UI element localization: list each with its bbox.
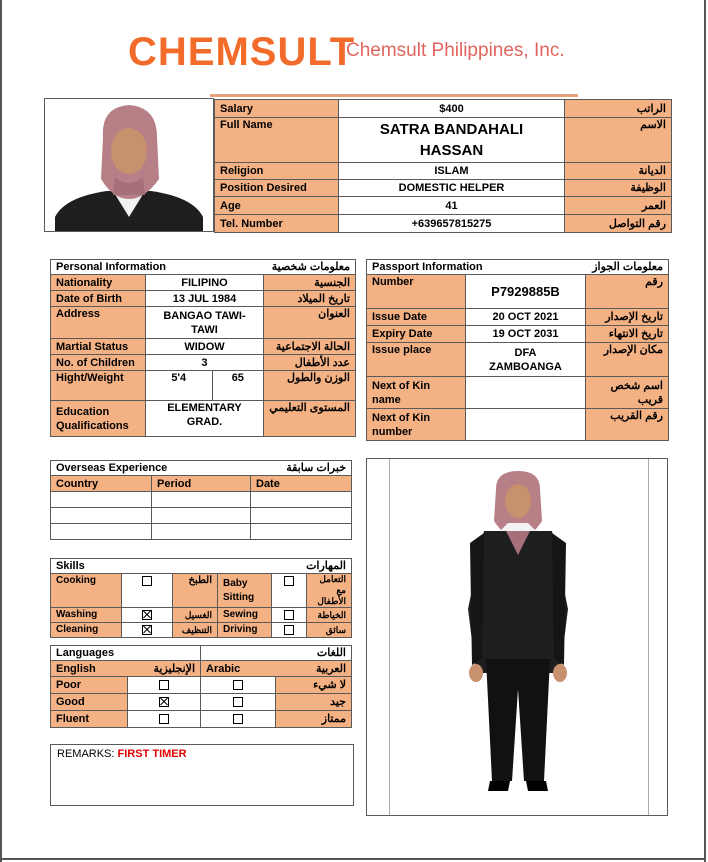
kin-number-label: [367, 409, 466, 441]
skill-driving-label: Driving: [218, 623, 272, 638]
dob-label: Date of Birth: [51, 291, 146, 307]
nationality-label: Nationality: [51, 275, 146, 291]
overseas-col-date: Date: [251, 476, 352, 492]
skills-table: [50, 558, 352, 638]
lang-poor-label: Poor: [51, 677, 128, 694]
passport-number-label: Number: [367, 275, 466, 309]
dob-value: 13 JUL 1984: [145, 291, 263, 307]
table-cell: [51, 508, 152, 524]
skill-cleaning-check: [122, 623, 173, 638]
fullname-line2: HASSAN: [419, 142, 484, 159]
overseas-title: Overseas Experience: [51, 461, 251, 476]
education-label-line2: Qualifications: [56, 419, 129, 432]
skill-babysitting-check: [271, 574, 306, 608]
kin-name-value: [466, 377, 586, 409]
lang-poor-arabic-check: [201, 677, 276, 694]
passport-info-title: Passport Information: [367, 260, 586, 275]
passport-info-table: [366, 259, 669, 441]
salary-label-ar: الراتب: [565, 100, 672, 118]
skill-sewing-label-ar: الخياطة: [306, 608, 351, 623]
kin-name-label-ar-line1: اسم شخص: [610, 379, 663, 392]
marital-value: WIDOW: [145, 339, 263, 355]
table-cell: [251, 508, 352, 524]
skill-cleaning-label: Cleaning: [51, 623, 122, 638]
page-border-left: [0, 0, 2, 862]
religion-value: ISLAM: [339, 163, 565, 180]
checkbox-icon: [284, 610, 294, 620]
issue-place-value: [466, 343, 586, 377]
checkbox-icon: [142, 576, 152, 586]
lang-poor-label-ar: لا شيء: [275, 677, 352, 694]
kin-name-label-ar: [586, 377, 669, 409]
weight-value: 65: [212, 371, 264, 401]
address-line1: BANGAO TAWI-: [163, 309, 246, 322]
checkbox-icon: [159, 714, 169, 724]
address-value: [145, 307, 263, 339]
checkbox-icon: [233, 697, 243, 707]
skill-cooking-check: [122, 574, 173, 608]
checkbox-icon: [233, 680, 243, 690]
overseas-col-country: Country: [51, 476, 152, 492]
checkbox-icon: [284, 625, 294, 635]
age-label-ar: العمر: [565, 197, 672, 215]
kin-number-label-ar: رقم القريب: [586, 409, 669, 441]
skill-babysitting-label-ar: [306, 574, 351, 608]
overseas-col-period: Period: [152, 476, 251, 492]
lang-fluent-arabic-check: [201, 711, 276, 728]
salary-label: Salary: [215, 100, 339, 118]
skill-babysitting-line1: Baby: [223, 577, 248, 589]
issue-place-line1: DFA: [514, 346, 537, 359]
expiry-date-value: 19 OCT 2031: [466, 326, 586, 343]
table-cell: [51, 492, 152, 508]
skill-washing-label-ar: الغسيل: [173, 608, 218, 623]
lang-good-english-check: [127, 694, 201, 711]
full-body-portrait-icon: [390, 459, 646, 815]
remarks-box: [50, 744, 354, 806]
table-cell: [152, 508, 251, 524]
dob-label-ar: تاريخ الميلاد: [264, 291, 356, 307]
skill-driving-label-ar: سائق: [306, 623, 351, 638]
height-value: 5'4: [145, 371, 212, 401]
height-weight-label-ar: الوزن والطول: [264, 371, 356, 401]
checkbox-icon: [159, 680, 169, 690]
lang-good-label-ar: جيد: [275, 694, 352, 711]
checkbox-checked-icon: [159, 697, 169, 707]
overseas-experience-table: [50, 460, 352, 540]
remarks-label: REMARKS:: [57, 748, 115, 760]
page-border-bottom: [0, 858, 706, 860]
kin-number-label-line2: number: [372, 425, 413, 438]
fullname-label: Full Name: [215, 118, 339, 163]
height-weight-label: Hight/Weight: [51, 371, 146, 401]
table-cell: [251, 524, 352, 540]
address-line2: TAWI: [191, 323, 218, 336]
table-cell: [152, 492, 251, 508]
tel-label-ar: رقم التواصل: [565, 215, 672, 233]
page-border-right: [704, 0, 706, 862]
skill-babysitting-line2: Sitting: [223, 591, 255, 603]
skill-babysitting-ar-line1: التعامل مع: [319, 574, 346, 595]
fullname-line1: SATRA BANDAHALI: [379, 121, 524, 138]
issue-place-label: Issue place: [367, 343, 466, 377]
table-cell: [251, 492, 352, 508]
languages-title-ar: اللغات: [201, 646, 352, 661]
lang-good-arabic-check: [201, 694, 276, 711]
salary-value: $400: [339, 100, 565, 118]
kin-name-label-line1: Next of Kin: [372, 379, 431, 392]
lang-fluent-english-check: [127, 711, 201, 728]
company-name: Chemsult Philippines, Inc.: [346, 40, 565, 61]
address-label-ar: العنوان: [264, 307, 356, 339]
tel-value: +639657815275: [339, 215, 565, 233]
kin-name-label-ar-line2: قريب: [637, 393, 663, 406]
education-label-ar: المستوى التعليمي: [264, 401, 356, 437]
languages-title: Languages: [51, 646, 201, 661]
skills-title-ar: المهارات: [244, 559, 351, 574]
checkbox-icon: [284, 576, 294, 586]
company-logo: CHEMSULT: [128, 30, 356, 74]
personal-info-title-ar: معلومات شخصية: [212, 260, 355, 275]
passport-info-title-ar: معلومات الجواز: [586, 260, 669, 275]
issue-date-value: 20 OCT 2021: [466, 309, 586, 326]
passport-number-label-ar: رقم: [586, 275, 669, 309]
kin-number-label-line1: Next of Kin: [372, 411, 431, 424]
education-label-line1: Education: [56, 405, 110, 418]
checkbox-icon: [233, 714, 243, 724]
issue-date-label-ar: تاريخ الإصدار: [586, 309, 669, 326]
languages-table: [50, 645, 352, 728]
skill-washing-check: [122, 608, 173, 623]
lang-poor-english-check: [127, 677, 201, 694]
skill-washing-label: Washing: [51, 608, 122, 623]
lang-english-label-ar: الإنجليزية: [127, 661, 201, 677]
tel-label: Tel. Number: [215, 215, 339, 233]
lang-english-label: English: [51, 661, 128, 677]
expiry-date-label-ar: تاريخ الانتهاء: [586, 326, 669, 343]
skill-babysitting-ar-line2: الأطفال: [317, 596, 346, 606]
kin-name-label-line2: name: [372, 393, 401, 406]
children-label-ar: عدد الأطفال: [264, 355, 356, 371]
table-cell: [152, 524, 251, 540]
issue-date-label: Issue Date: [367, 309, 466, 326]
address-label: Address: [51, 307, 146, 339]
education-value-line2: GRAD.: [186, 416, 223, 428]
nationality-label-ar: الجنسية: [264, 275, 356, 291]
kin-name-label: [367, 377, 466, 409]
skill-sewing-label: Sewing: [218, 608, 272, 623]
passport-number-value: P7929885B: [466, 275, 586, 309]
age-label: Age: [215, 197, 339, 215]
fullname-value: [339, 118, 565, 163]
religion-label-ar: الديانة: [565, 163, 672, 180]
table-cell: [51, 524, 152, 540]
full-body-photo: [389, 459, 649, 815]
position-label-ar: الوظيفة: [565, 180, 672, 197]
skill-babysitting-label: [218, 574, 272, 608]
education-label: [51, 401, 146, 437]
marital-label-ar: الحالة الاجتماعية: [264, 339, 356, 355]
expiry-date-label: Expiry Date: [367, 326, 466, 343]
skill-driving-check: [271, 623, 306, 638]
summary-table: [214, 99, 672, 233]
position-value: DOMESTIC HELPER: [339, 180, 565, 197]
marital-label: Martial Status: [51, 339, 146, 355]
nationality-value: FILIPINO: [145, 275, 263, 291]
checkbox-checked-icon: [142, 610, 152, 620]
children-value: 3: [145, 355, 263, 371]
kin-number-value: [466, 409, 586, 441]
lang-arabic-label: Arabic: [201, 661, 276, 677]
applicant-photo: [44, 98, 214, 232]
religion-label: Religion: [215, 163, 339, 180]
lang-fluent-label: Fluent: [51, 711, 128, 728]
checkbox-checked-icon: [142, 625, 152, 635]
lang-arabic-label-ar: العربية: [275, 661, 352, 677]
remarks-value: FIRST TIMER: [117, 748, 187, 760]
lang-good-label: Good: [51, 694, 128, 711]
personal-info-title: Personal Information: [51, 260, 213, 275]
applicant-portrait-icon: [45, 99, 213, 231]
skill-cooking-label-ar: الطبخ: [173, 574, 218, 608]
education-value-line1: ELEMENTARY: [167, 402, 242, 414]
skills-title: Skills: [51, 559, 245, 574]
age-value: 41: [339, 197, 565, 215]
fullname-label-ar: الاسم: [565, 118, 672, 163]
lang-fluent-label-ar: ممتاز: [275, 711, 352, 728]
header-divider: [210, 94, 578, 97]
education-value: [145, 401, 263, 437]
skill-cleaning-label-ar: التنظيف: [173, 623, 218, 638]
children-label: No. of Children: [51, 355, 146, 371]
issue-place-label-ar: مكان الإصدار: [586, 343, 669, 377]
full-body-photo-frame: [366, 458, 668, 816]
position-label: Position Desired: [215, 180, 339, 197]
overseas-title-ar: خبرات سابقة: [251, 461, 352, 476]
skill-sewing-check: [271, 608, 306, 623]
skill-cooking-label: Cooking: [51, 574, 122, 608]
personal-info-table: [50, 259, 356, 437]
issue-place-line2: ZAMBOANGA: [489, 360, 562, 373]
